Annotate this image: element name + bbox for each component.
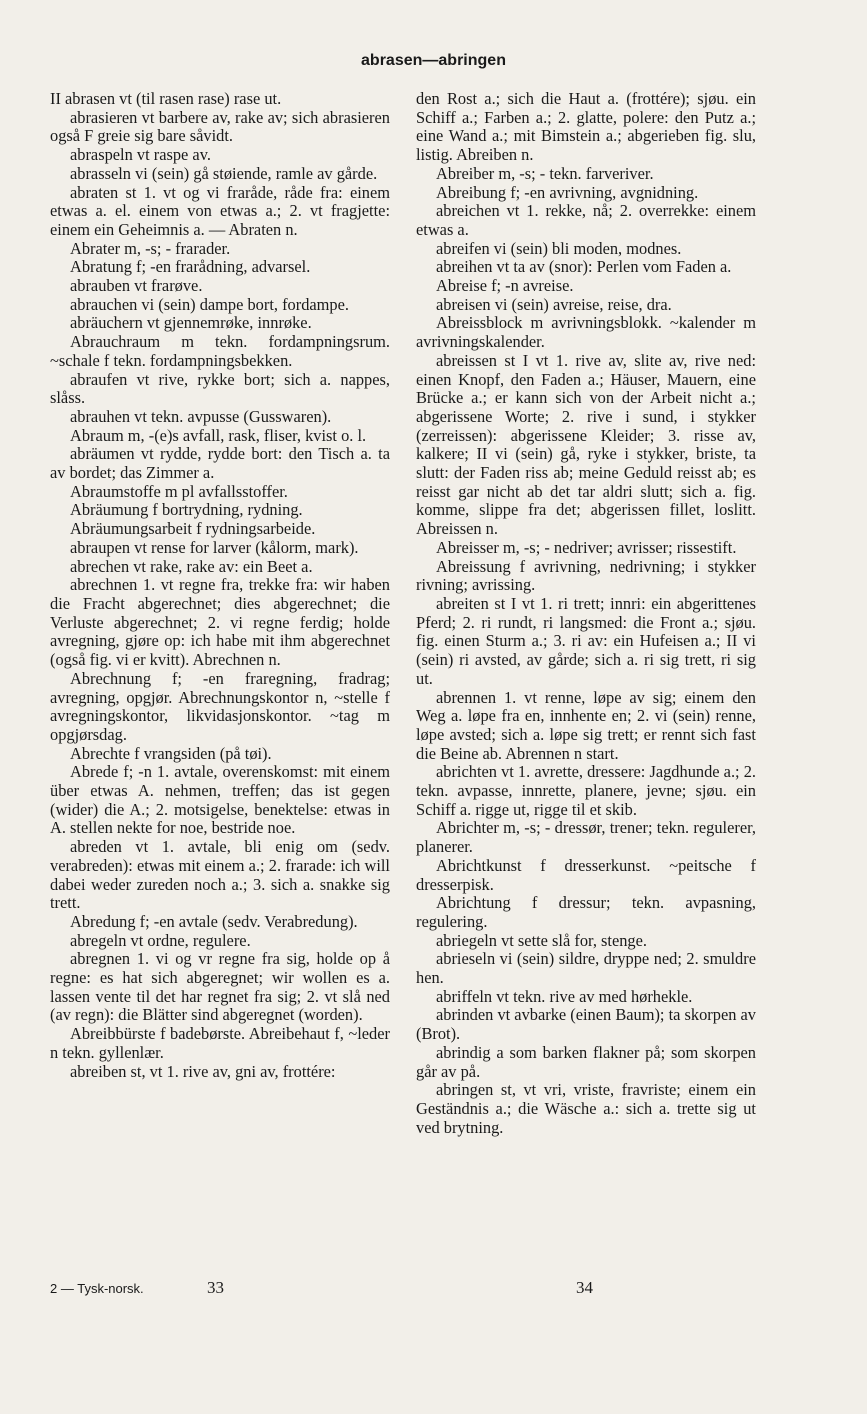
entry: Abredung f; -en avtale (sedv. Verabredung). <box>70 911 358 931</box>
entry: abrennen 1. vt renne, løpe av sig; einem den Weg a. løpe fra en, innhente en; 2. vi (sein) renne, løpe avsted; sich a. løpe sig trett; er rennt sich fast die Beine ab. Abrennen n start. <box>416 687 756 763</box>
entry: abräumen vt rydde, rydde bort: den Tisch a. ta av bordet; das Zimmer a. <box>50 444 390 483</box>
entry: Abrede f; -n 1. avtale, overenskomst: mit einem über etwas A. nehmen, treffen; das ist gegen (wider) die A.; 2. motsigelse, benektelse: etwas in A. stellen nekte for noe, bestride noe. <box>50 762 390 838</box>
entry: abrinden vt avbarke (einen Baum); ta skorpen av (Brot). <box>416 1005 756 1044</box>
entry: Abreissblock m avrivningsblokk. ~kalender m avrivningskalender. <box>416 313 756 352</box>
entry: II abrasen vt (til rasen rase) rase ut. <box>50 89 282 108</box>
entry: abraten st 1. vt og vi fraråde, råde fra: einem etwas a. el. einem von etwas a.; 2. vt fragjette: einem ein Geheimnis a. — Abraten n. <box>50 182 390 239</box>
entry: abräuchern vt gjennemrøke, innrøke. <box>70 313 312 333</box>
entry: Abrichtkunst f dresserkunst. ~peitsche f dresserpisk. <box>416 855 756 894</box>
entry: Abrichter m, -s; - dressør, trener; tekn. regulerer, planerer. <box>416 818 756 857</box>
entry: abrechen vt rake, rake av: ein Beet a. <box>70 556 313 576</box>
entry: abreden vt 1. avtale, bli enig om (sedv. verabreden): etwas mit einem a.; 2. frarade: ich will dabei weder zureden noch a.; 3. sich a. snakke sig trett. <box>50 837 390 913</box>
entry: abreichen vt 1. rekke, nå; 2. overrekke: einem etwas a. <box>416 201 756 239</box>
entry: Abrechte f vrangsiden (på tøi). <box>70 743 272 763</box>
entry: abregeln vt ordne, regulere. <box>70 930 251 950</box>
entry: abrichten vt 1. avrette, dressere: Jagdhunde a.; 2. tekn. avpasse, innrette, planere, jevne; sjøu. ein Schiff a. rigge ut, rigge til et skib. <box>416 762 756 819</box>
entry: Abrechnung f; -en fraregning, fradrag; avregning, opgjør. Abrechnungskontor n, ~stelle f avregningskontor, likvidasjonskontor. ~tag m opgjørsdag. <box>50 668 390 744</box>
entry: abreihen vt ta av (snor): Perlen vom Faden a. <box>436 257 732 277</box>
entry: Abreise f; -n avreise. <box>436 276 574 296</box>
entry: abriegeln vt sette slå for, stenge. <box>436 930 647 950</box>
entry: abriffeln vt tekn. rive av med hørhekle. <box>436 986 693 1006</box>
entry: Abreisser m, -s; - nedriver; avrisser; rissestift. <box>436 537 737 557</box>
entry: abrindig a som barken flakner på; som skorpen går av på. <box>416 1042 756 1081</box>
entry: abregnen 1. vi og vr regne fra sig, holde op å regne: es hat sich abgeregnet; wir wollen es a. lassen vente til det har regnet fra sig; 2. vt slå ned (av regn): die Blätter sind abgeregnet (worden). <box>50 949 390 1025</box>
entry: Abräumungsarbeit f rydningsarbeide. <box>70 519 316 539</box>
entry: Abratung f; -en frarådning, advarsel. <box>70 257 311 277</box>
entry: Abrichtung f dressur; tekn. avpasning, regulering. <box>416 893 756 931</box>
entry: abraufen vt rive, rykke bort; sich a. nappes, slåss. <box>50 369 390 408</box>
entry: abreiten st I vt 1. ri trett; innri: ein abgerittenes Pferd; 2. ri rundt, ri langsmed: die Front a.; sjøu. fig. einen Sturm a.; 3. ri av: ein Hufeisen a.; II vi (sein) ri avsted, av gårde; sich a. ri sig trett, ri sig ut. <box>416 593 756 688</box>
entry: abringen st, vt vri, vriste, fravriste; einem ein Geständnis a.; die Wäsche a.: sich a. trette sig ut ved brytning. <box>416 1080 756 1137</box>
page-header: abrasen—abringen <box>361 52 506 69</box>
footer-note: 2 — Tysk-norsk. <box>50 1281 144 1296</box>
entry: abrechnen 1. vt regne fra, trekke fra: wir haben die Fracht abgerechnet; dies abgerechnet; die Verluste abgerechnet; 2. vi regne ferdig; holde avregning, gjøre op: ich habe mit ihm abgerechnet (også fig. vi er kvitt). Abrechnen n. <box>50 575 390 670</box>
entry: Abreissung f avrivning, nedrivning; i stykker rivning; avrissing. <box>416 556 756 595</box>
entry: abrasieren vt barbere av, rake av; sich abrasieren også F greie sig bare såvidt. <box>50 107 390 146</box>
entry: abreisen vi (sein) avreise, reise, dra. <box>436 294 672 314</box>
entry: abreifen vi (sein) bli moden, modnes. <box>436 238 682 258</box>
entry: abreiben st, vt 1. rive av, gni av, frottére: <box>70 1061 336 1081</box>
left-column <box>50 90 390 1081</box>
page-number-left: 33 <box>207 1278 224 1297</box>
entry: abrasseln vi (sein) gå støiende, ramle av gårde. <box>70 163 378 183</box>
entry: abraspeln vt raspe av. <box>70 145 211 165</box>
entry: abrauben vt frarøve. <box>70 276 203 296</box>
right-column <box>416 90 756 1137</box>
page-number-right: 34 <box>576 1278 593 1297</box>
entry: abrauhen vt tekn. avpusse (Gusswaren). <box>70 406 332 426</box>
entry: Abraum m, -(e)s avfall, rask, fliser, kvist o. l. <box>70 425 367 445</box>
entry: Abreiber m, -s; - tekn. farveriver. <box>436 163 654 183</box>
entry: Abreibung f; -en avrivning, avgnidning. <box>436 182 699 202</box>
entry: Abreibbürste f badebørste. Abreibehaut f, ~leder n tekn. gyllenlær. <box>50 1024 390 1062</box>
entry: Abrauchraum m tekn. fordampningsrum. ~schale f tekn. fordampningsbekken. <box>50 332 390 370</box>
entry: abrauchen vi (sein) dampe bort, fordampe. <box>70 294 349 314</box>
entry: Abrater m, -s; - frarader. <box>70 238 231 258</box>
entry: abrieseln vi (sein) sildre, dryppe ned; 2. smuldre hen. <box>416 949 756 988</box>
entry: Abraumstoffe m pl avfallsstoffer. <box>70 481 288 501</box>
entry: abreissen st I vt 1. rive av, slite av, rive ned: einen Knopf, den Faden a.; Häuser, Mauern, eine Brücke a.; er kann sich von der Arbeit nicht a.; abgerissene Worte; 2. rive i sund, i stykker (zerreissen): abgerissene Kleider; 3. risse av, kalkere; II vi (sein) gå, ryke i stykker, briste, ta slutt: der Faden riss ab; meine Geduld reisst ab; es reisst gar nicht ab det tar aldri slutt; sich a. fig. komme, slippe fra det; abgerissen fillet, loslitt. Abreissen n. <box>416 350 756 539</box>
entry: abraupen vt rense for larver (kålorm, mark). <box>70 537 359 557</box>
entry: den Rost a.; sich die Haut a. (frottére); sjøu. ein Schiff a.; Farben a.; 2. glatte, polere: den Putz a.; eine Wand a.; mit Bimstein a.; abgerieben fig. slu, listig. Abreiben n. <box>416 89 756 165</box>
entry: Abräumung f bortrydning, rydning. <box>70 500 303 520</box>
